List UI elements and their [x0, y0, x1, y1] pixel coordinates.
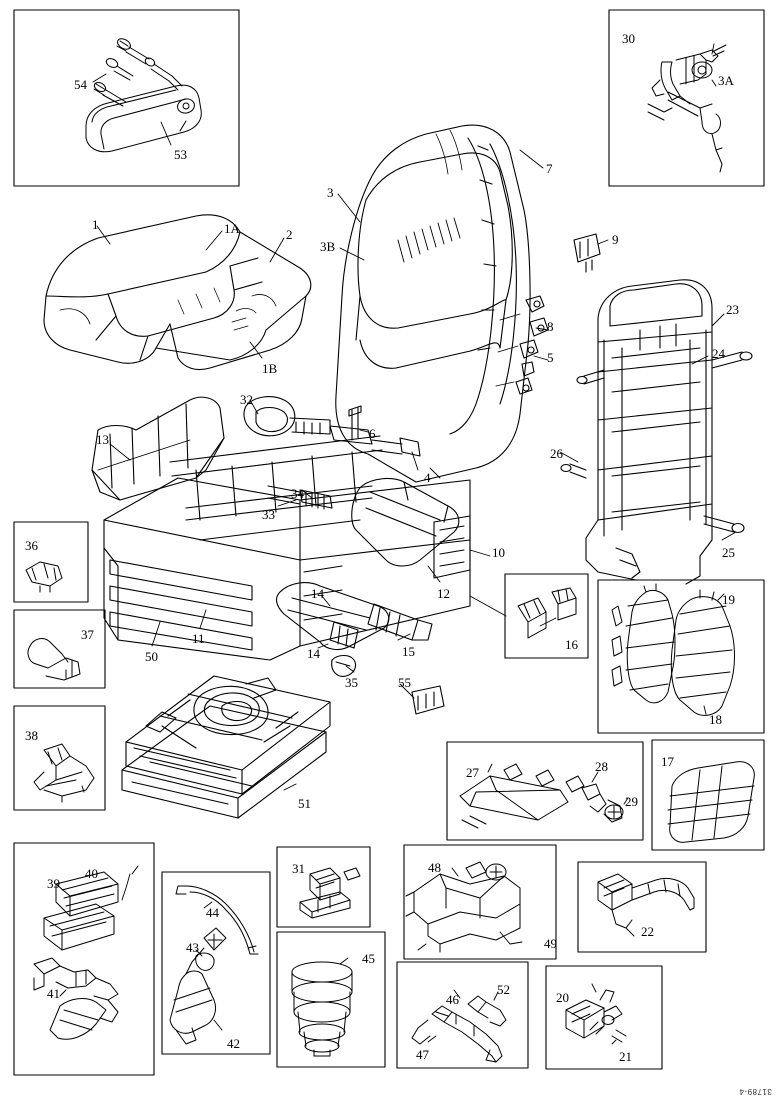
part-38	[34, 744, 94, 802]
callout-39: 39	[47, 876, 60, 891]
callout-10: 10	[492, 545, 505, 560]
callout-27: 27	[466, 765, 479, 780]
callout-20: 20	[556, 990, 569, 1005]
callout-53: 53	[174, 147, 187, 162]
part-16	[518, 588, 576, 638]
callout-52: 52	[497, 982, 510, 997]
callout-3: 3	[327, 185, 334, 200]
callout-24: 24	[712, 346, 725, 361]
part-armrest-53	[86, 37, 201, 152]
callout-14a: 14	[311, 586, 324, 601]
callout-37: 37	[81, 627, 94, 642]
part-17	[668, 762, 754, 843]
callout-2: 2	[286, 227, 293, 242]
callout-7: 7	[546, 161, 553, 176]
inset-frames	[14, 10, 764, 1075]
callout-18: 18	[709, 712, 722, 727]
callout-1A: 1A	[224, 221, 240, 236]
callout-47: 47	[416, 1047, 429, 1062]
callout-34: 34	[291, 486, 304, 501]
part-seat-cushion-cover	[44, 215, 311, 370]
callout-22: 22	[641, 924, 654, 939]
callout-3B: 3B	[320, 239, 336, 254]
callout-12: 12	[437, 586, 450, 601]
callout-41: 41	[47, 986, 60, 1001]
part-seat-back	[336, 125, 608, 485]
callout-23: 23	[726, 302, 739, 317]
part-18-19	[612, 584, 735, 715]
callout-15: 15	[402, 644, 415, 659]
callout-30: 30	[622, 31, 635, 46]
callout-6: 6	[369, 426, 376, 441]
callout-40: 40	[85, 866, 98, 881]
part-latch-30	[648, 44, 726, 172]
callout-54: 54	[74, 77, 87, 92]
part-back-frame-23	[560, 280, 752, 584]
callout-33: 33	[262, 507, 275, 522]
callout-31: 31	[292, 861, 305, 876]
callout-45: 45	[362, 951, 375, 966]
callout-48: 48	[428, 860, 441, 875]
part-45	[292, 958, 352, 1056]
part-31	[300, 868, 360, 918]
callout-51: 51	[298, 796, 311, 811]
callout-11: 11	[192, 631, 205, 646]
callout-32: 32	[240, 392, 253, 407]
callout-25: 25	[722, 545, 735, 560]
callout-50: 50	[145, 649, 158, 664]
callout-42: 42	[227, 1036, 240, 1051]
callout-35: 35	[345, 675, 358, 690]
callout-16: 16	[565, 637, 578, 652]
callout-17: 17	[661, 754, 674, 769]
part-48-49	[406, 862, 522, 952]
part-37	[28, 639, 80, 680]
drawing-number: 31789-4	[739, 1087, 772, 1096]
callout-29: 29	[625, 794, 638, 809]
callout-1B: 1B	[262, 361, 278, 376]
callout-36: 36	[25, 538, 38, 553]
callout-44: 44	[206, 905, 219, 920]
part-39-41	[34, 866, 138, 1039]
callout-9: 9	[612, 232, 619, 247]
callout-21: 21	[619, 1049, 632, 1064]
callout-26: 26	[550, 446, 563, 461]
callout-5: 5	[547, 350, 554, 365]
part-seat-frame	[92, 397, 506, 714]
callout-1: 1	[92, 217, 99, 232]
callout-46: 46	[446, 992, 459, 1007]
callout-14b: 14	[307, 646, 320, 661]
callout-19: 19	[722, 592, 735, 607]
callout-55: 55	[398, 675, 411, 690]
callout-28: 28	[595, 759, 608, 774]
callout-43: 43	[186, 940, 199, 955]
callout-3A: 3A	[718, 73, 734, 88]
part-36	[26, 562, 62, 592]
part-20-21	[566, 984, 626, 1044]
callout-13: 13	[96, 432, 109, 447]
callout-38: 38	[25, 728, 38, 743]
callout-4: 4	[424, 470, 431, 485]
callout-49: 49	[544, 936, 557, 951]
callout-8: 8	[547, 319, 554, 334]
